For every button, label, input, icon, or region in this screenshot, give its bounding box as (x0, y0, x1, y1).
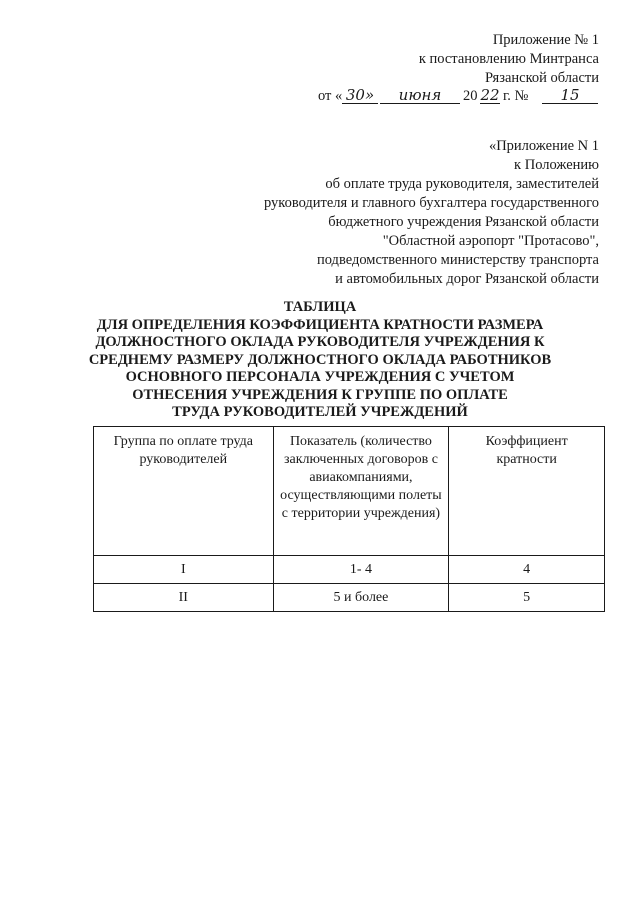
title-line: ТРУДА РУКОВОДИТЕЛЕЙ УЧРЕЖДЕНИЙ (172, 404, 468, 420)
annex-line: «Приложение N 1 (488, 138, 599, 154)
cell-coefficient: 4 (449, 556, 605, 584)
resolution-reference: к постановлению Минтранса (418, 51, 599, 67)
header-indicator: Показатель (количество заключенных договоров с авиакомпаниями, осуществляющими полеты с территории учреждения) (273, 427, 449, 556)
cell-group: I (94, 556, 274, 584)
annex-line: "Областной аэропорт "Протасово", (382, 233, 599, 249)
annex-line: и автомобильных дорог Рязанской области (335, 271, 599, 287)
title-line: ТАБЛИЦА (283, 299, 357, 315)
table-title (80, 299, 560, 422)
handwritten-day: 30» (342, 87, 378, 104)
cell-indicator: 1- 4 (273, 556, 449, 584)
handwritten-year: 22 (480, 86, 500, 104)
table-header-row (94, 427, 605, 556)
region-name: Рязанской области (485, 70, 599, 86)
title-line: ОТНЕСЕНИЯ УЧРЕЖДЕНИЯ К ГРУППЕ ПО ОПЛАТЕ (132, 386, 508, 403)
date-prefix: от « (318, 88, 343, 104)
annex-line: руководителя и главного бухгалтера государственного (263, 195, 599, 211)
annex-line: подведомственного министерству транспорта (316, 252, 599, 268)
title-line: СРЕДНЕМУ РАЗМЕРУ ДОЛЖНОСТНОГО ОКЛАДА РАБОТНИКОВ (88, 351, 552, 368)
coefficient-table (93, 426, 605, 612)
table-row (94, 556, 605, 584)
header-coefficient: Коэффициент кратности (449, 427, 605, 556)
title-line: ОСНОВНОГО ПЕРСОНАЛА УЧРЕЖДЕНИЯ С УЧЕТОМ (125, 369, 515, 385)
handwritten-number: 15 (542, 87, 598, 104)
cell-group: II (94, 584, 274, 612)
date-number-line (0, 87, 640, 107)
cell-coefficient: 5 (449, 584, 605, 612)
handwritten-month: июня (380, 87, 460, 104)
annex-line: бюджетного учреждения Рязанской области (328, 214, 599, 230)
table-row (94, 584, 605, 612)
header-group: Группа по оплате труда руководителей (94, 427, 274, 556)
annex-line: к Положению (514, 157, 599, 173)
title-line: ДОЛЖНОСТНОГО ОКЛАДА РУКОВОДИТЕЛЯ УЧРЕЖДЕНИЯ К (95, 334, 545, 350)
annex-line: об оплате труда руководителя, заместителей (325, 176, 599, 192)
year-label: г. № (503, 88, 529, 104)
title-line: ДЛЯ ОПРЕДЕЛЕНИЯ КОЭФФИЦИЕНТА КРАТНОСТИ РАЗМЕРА (96, 316, 544, 333)
year-prefix: 20 (463, 88, 478, 104)
cell-indicator: 5 и более (273, 584, 449, 612)
appendix-number: Приложение № 1 (492, 32, 599, 48)
